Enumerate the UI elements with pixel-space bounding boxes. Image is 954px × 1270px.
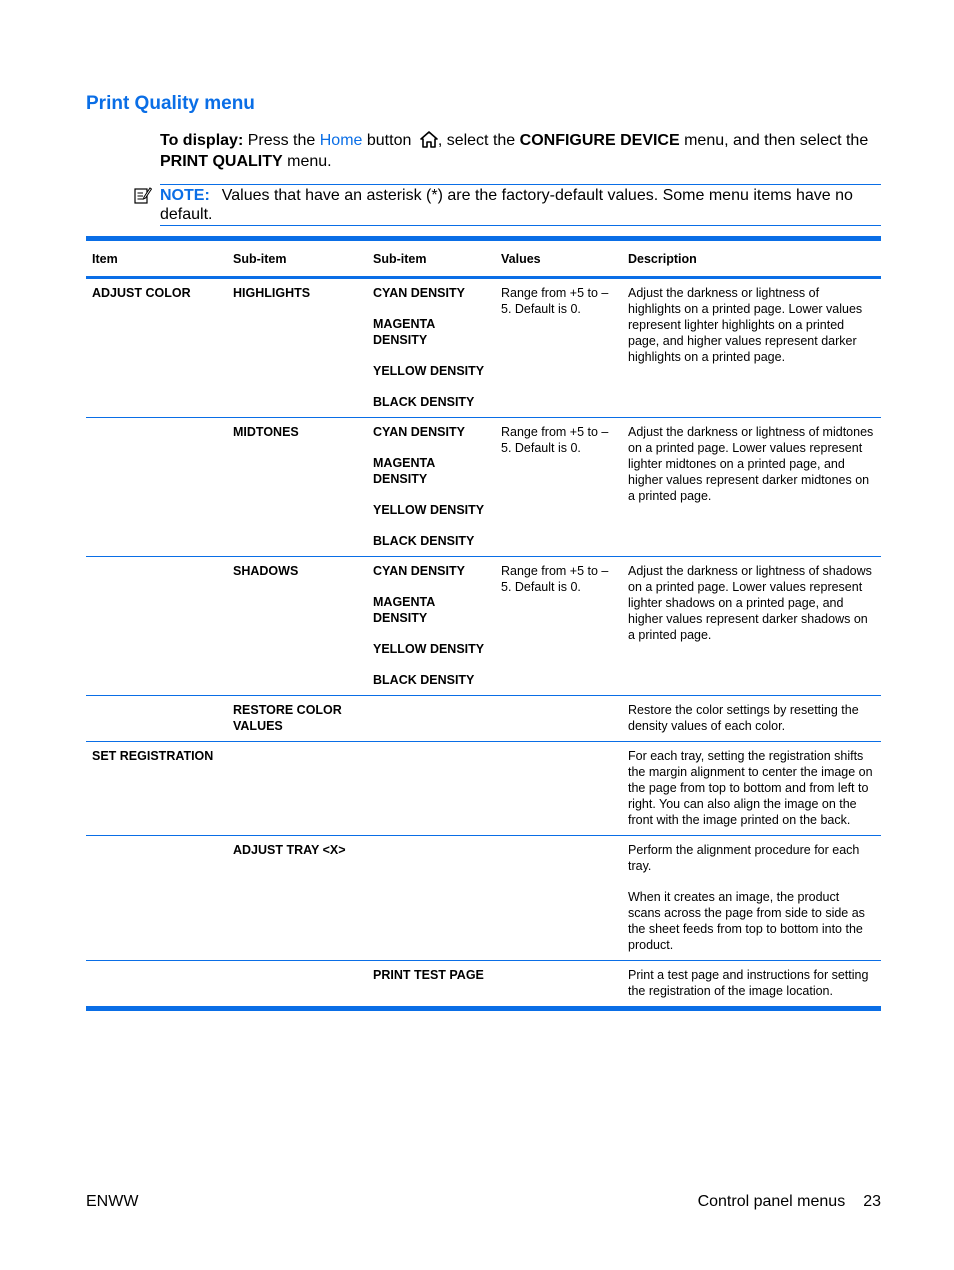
sub-item-value: MAGENTA DENSITY	[373, 595, 435, 625]
sub-item-value: MAGENTA DENSITY	[373, 317, 435, 347]
sub-item-cell: RESTORE COLOR VALUES	[227, 696, 367, 742]
description-cell	[622, 696, 881, 742]
sub-item-value: BLACK DENSITY	[373, 395, 475, 409]
table-row	[86, 278, 881, 418]
description-cell	[622, 418, 881, 557]
table-header-row	[86, 239, 881, 278]
sub-item-cell	[367, 696, 495, 742]
values-cell	[495, 742, 622, 836]
sub-item-value: BLACK DENSITY	[373, 534, 475, 548]
sub-item-value: YELLOW DENSITY	[373, 503, 485, 517]
page-number: 23	[863, 1193, 881, 1210]
sub-item-cell: HIGHLIGHTS	[227, 278, 367, 418]
values-cell	[495, 696, 622, 742]
display-instructions	[160, 130, 880, 172]
page-title: Print Quality menu	[86, 93, 255, 114]
footer-right	[698, 1193, 881, 1211]
menu-name: PRINT QUALITY	[160, 153, 283, 170]
sub-item-value: CYAN DENSITY	[373, 564, 465, 578]
column-header: Sub-item	[227, 239, 367, 278]
values-cell	[495, 961, 622, 1009]
display-text: Press the	[243, 132, 320, 149]
item-cell	[86, 418, 227, 557]
table-row	[86, 961, 881, 1009]
table-row	[86, 742, 881, 836]
note-icon	[134, 186, 152, 204]
description-text: Perform the alignment procedure for each tray.	[628, 843, 860, 873]
menu-name: CONFIGURE DEVICE	[519, 132, 680, 149]
home-icon	[420, 131, 438, 148]
display-text: button	[362, 132, 416, 149]
sub-item-value: BLACK DENSITY	[373, 673, 475, 687]
description-text: Adjust the darkness or lightness of midtones on a printed page. Lower values represent lighter midtones on a printed page, and higher values represent darker midtones on a printed page.	[628, 425, 874, 503]
sub-item-value: CYAN DENSITY	[373, 286, 465, 300]
item-cell: ADJUST COLOR	[86, 278, 227, 418]
display-label: To display:	[160, 132, 244, 149]
sub-item-cell	[367, 418, 495, 557]
sub-item-value: PRINT TEST PAGE	[373, 968, 484, 982]
display-text: menu, and then select the	[679, 132, 869, 149]
description-cell	[622, 836, 881, 961]
sub-item-cell: ADJUST TRAY <X>	[227, 836, 367, 961]
item-cell	[86, 696, 227, 742]
table-row	[86, 557, 881, 696]
footer-left: ENWW	[86, 1193, 139, 1210]
display-text: , select the	[437, 132, 520, 149]
sub-item-value: YELLOW DENSITY	[373, 364, 485, 378]
item-cell	[86, 961, 227, 1009]
sub-item-cell	[367, 742, 495, 836]
description-text: Restore the color settings by resetting the density values of each color.	[628, 703, 859, 733]
display-text: menu.	[282, 153, 332, 170]
table-row	[86, 696, 881, 742]
sub-item-value: MAGENTA DENSITY	[373, 456, 435, 486]
description-text: When it creates an image, the product scans across the page from side to side as the sheet feeds from top to bottom into the product.	[628, 890, 865, 952]
home-link[interactable]: Home	[319, 132, 363, 149]
values-cell: Range from +5 to –5. Default is 0.	[495, 278, 622, 418]
sub-item-cell	[367, 961, 495, 1009]
sub-item-cell	[367, 278, 495, 418]
sub-item-value: YELLOW DENSITY	[373, 642, 485, 656]
print-quality-table	[86, 236, 881, 1011]
values-cell	[495, 836, 622, 961]
table-row	[86, 418, 881, 557]
sub-item-value: CYAN DENSITY	[373, 425, 465, 439]
description-text: Adjust the darkness or lightness of shadows on a printed page. Lower values represent lighter shadows on a printed page, and higher values represent darker shadows on a printed page.	[628, 564, 872, 642]
sub-item-cell: MIDTONES	[227, 418, 367, 557]
description-text: Adjust the darkness or lightness of highlights on a printed page. Lower values represent lighter highlights on a printed page, and higher values represent darker highlights on a printed page.	[628, 286, 863, 364]
item-cell: SET REGISTRATION	[86, 742, 227, 836]
item-cell	[86, 557, 227, 696]
item-cell	[86, 836, 227, 961]
sub-item-cell	[367, 557, 495, 696]
table-row	[86, 836, 881, 961]
description-cell	[622, 961, 881, 1009]
description-cell	[622, 742, 881, 836]
column-header: Description	[622, 239, 881, 278]
description-cell	[622, 557, 881, 696]
sub-item-cell	[227, 961, 367, 1009]
note-label: NOTE:	[160, 187, 210, 204]
footer-section: Control panel menus	[697, 1193, 846, 1210]
values-cell: Range from +5 to –5. Default is 0.	[495, 418, 622, 557]
description-text: Print a test page and instructions for setting the registration of the image location.	[628, 968, 869, 998]
sub-item-cell	[227, 742, 367, 836]
column-header: Item	[86, 239, 227, 278]
note-text: Values that have an asterisk (*) are the factory-default values. Some menu items have no default.	[160, 187, 853, 223]
column-header: Sub-item	[367, 239, 495, 278]
values-cell: Range from +5 to –5. Default is 0.	[495, 557, 622, 696]
sub-item-cell: SHADOWS	[227, 557, 367, 696]
description-text: For each tray, setting the registration shifts the margin alignment to center the image on the page from top to bottom and from left to right. You can also align the image on the front with the image printed on the back.	[628, 749, 873, 827]
column-header: Values	[495, 239, 622, 278]
note-box	[160, 184, 881, 226]
description-cell	[622, 278, 881, 418]
sub-item-cell	[367, 836, 495, 961]
